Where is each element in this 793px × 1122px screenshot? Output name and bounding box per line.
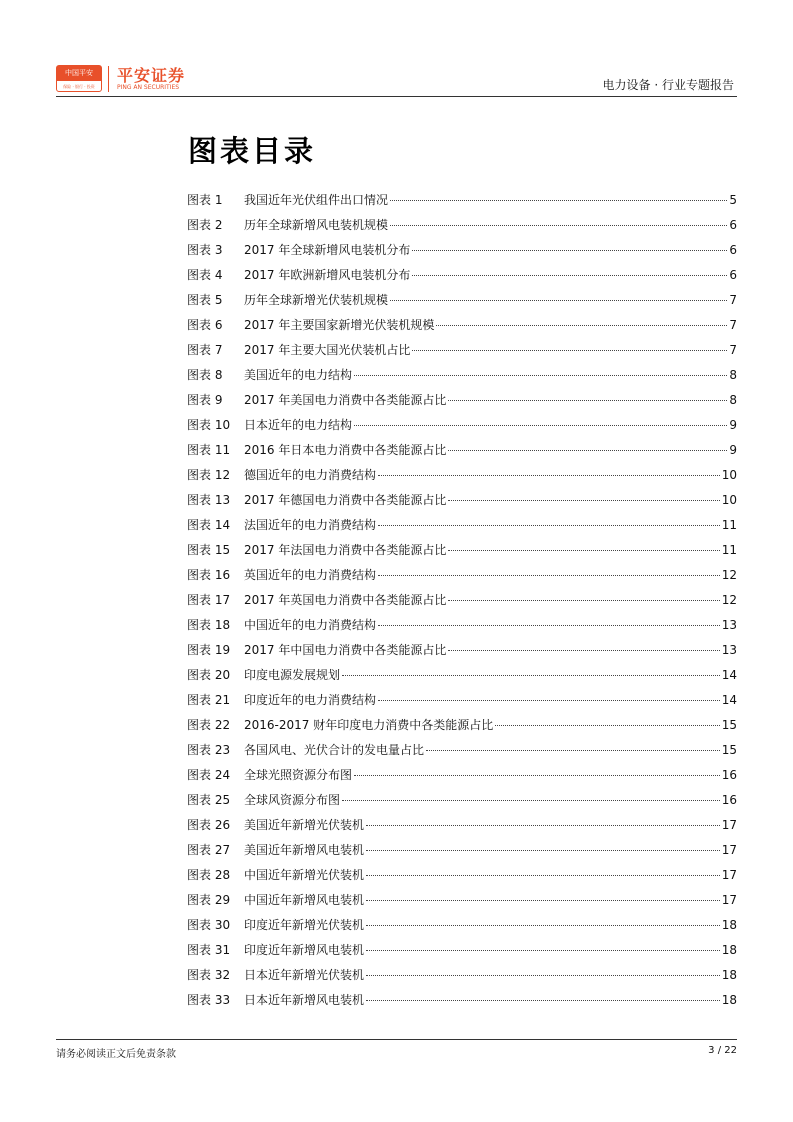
toc-entry-label: 图表 22 xyxy=(187,718,231,732)
toc-entry-text: 2017 年法国电力消费中各类能源占比 xyxy=(244,543,447,557)
toc-entry[interactable] xyxy=(187,288,737,313)
toc-entry-label: 图表 15 xyxy=(187,543,231,557)
toc-entry-page: 6 xyxy=(729,268,737,282)
toc-entry-label: 图表 19 xyxy=(187,643,231,657)
toc-entry[interactable] xyxy=(187,938,737,963)
report-type: 电力设备 · 行业专题报告 xyxy=(602,78,734,92)
toc-entry-label: 图表 13 xyxy=(187,493,231,507)
toc-entry-page: 16 xyxy=(721,793,737,807)
toc-entry[interactable] xyxy=(187,763,737,788)
toc-entry[interactable] xyxy=(187,513,737,538)
toc-entry-label: 图表 9 xyxy=(187,393,223,407)
toc-entry-page: 13 xyxy=(721,618,737,632)
toc-entry[interactable] xyxy=(187,188,737,213)
toc-entry[interactable] xyxy=(187,363,737,388)
toc-dot-leader xyxy=(448,450,727,451)
footer-rule xyxy=(56,1039,737,1040)
toc-entry-text: 2016-2017 财年印度电力消费中各类能源占比 xyxy=(244,718,494,732)
toc-entry-text: 2016 年日本电力消费中各类能源占比 xyxy=(244,443,447,457)
toc-dot-leader xyxy=(354,425,727,426)
toc-entry-page: 12 xyxy=(721,568,737,582)
toc-entry-text: 历年全球新增风电装机规模 xyxy=(244,218,389,232)
toc-entry-label: 图表 17 xyxy=(187,593,231,607)
toc-entry-text: 德国近年的电力消费结构 xyxy=(244,468,377,482)
toc-entry-label: 图表 25 xyxy=(187,793,231,807)
toc-entry-label: 图表 30 xyxy=(187,918,231,932)
toc-entry-label: 图表 28 xyxy=(187,868,231,882)
toc-dot-leader xyxy=(354,775,720,776)
toc-entry-page: 12 xyxy=(721,593,737,607)
toc-entry[interactable] xyxy=(187,388,737,413)
toc-dot-leader xyxy=(448,550,719,551)
toc-entry[interactable] xyxy=(187,963,737,988)
toc-entry-page: 14 xyxy=(721,693,737,707)
toc-dot-leader xyxy=(448,650,719,651)
toc-entry[interactable] xyxy=(187,313,737,338)
toc-dot-leader xyxy=(390,225,727,226)
toc-entry[interactable] xyxy=(187,413,737,438)
toc-entry[interactable] xyxy=(187,988,737,1013)
toc-entry[interactable] xyxy=(187,488,737,513)
toc-dot-leader xyxy=(412,350,727,351)
toc-entry-text: 各国风电、光伏合计的发电量占比 xyxy=(244,743,425,757)
toc-entry-label: 图表 21 xyxy=(187,693,231,707)
toc-entry-text: 中国近年新增光伏装机 xyxy=(244,868,365,882)
toc-entry-page: 9 xyxy=(729,443,737,457)
toc-entry-text: 2017 年德国电力消费中各类能源占比 xyxy=(244,493,447,507)
toc-entry-label: 图表 10 xyxy=(187,418,231,432)
toc-dot-leader xyxy=(378,625,720,626)
toc-entry-label: 图表 12 xyxy=(187,468,231,482)
toc-dot-leader xyxy=(378,575,720,576)
toc-entry-text: 法国近年的电力消费结构 xyxy=(244,518,377,532)
toc-list xyxy=(187,188,737,1013)
toc-entry[interactable] xyxy=(187,738,737,763)
toc-dot-leader xyxy=(448,400,727,401)
footer-disclaimer: 请务必阅读正文后免责条款 xyxy=(56,1049,176,1060)
toc-entry-page: 8 xyxy=(729,393,737,407)
toc-entry-page: 8 xyxy=(729,368,737,382)
toc-entry-label: 图表 18 xyxy=(187,618,231,632)
toc-entry-page: 18 xyxy=(721,968,737,982)
toc-entry-page: 6 xyxy=(729,218,737,232)
toc-dot-leader xyxy=(366,925,720,926)
toc-dot-leader xyxy=(378,525,720,526)
toc-entry-label: 图表 23 xyxy=(187,743,231,757)
toc-entry-page: 14 xyxy=(721,668,737,682)
toc-entry-label: 图表 2 xyxy=(187,218,223,232)
ping-an-group-logo-text: 中国平安 xyxy=(57,66,101,81)
toc-entry-text: 中国近年新增风电装机 xyxy=(244,893,365,907)
toc-entry[interactable] xyxy=(187,813,737,838)
toc-dot-leader xyxy=(366,825,720,826)
toc-dot-leader xyxy=(366,1000,720,1001)
toc-entry-label: 图表 16 xyxy=(187,568,231,582)
toc-entry-text: 2017 年主要大国光伏装机占比 xyxy=(244,343,411,357)
toc-entry[interactable] xyxy=(187,913,737,938)
toc-entry-page: 9 xyxy=(729,418,737,432)
toc-entry-text: 日本近年的电力结构 xyxy=(244,418,353,432)
toc-entry-label: 图表 31 xyxy=(187,943,231,957)
toc-dot-leader xyxy=(366,850,720,851)
toc-entry[interactable] xyxy=(187,538,737,563)
toc-entry-text: 印度近年新增光伏装机 xyxy=(244,918,365,932)
toc-entry-page: 17 xyxy=(721,843,737,857)
logo-divider xyxy=(108,66,109,92)
ping-an-group-logo xyxy=(56,65,102,92)
toc-dot-leader xyxy=(366,975,720,976)
toc-entry-text: 美国近年新增光伏装机 xyxy=(244,818,365,832)
toc-dot-leader xyxy=(448,600,719,601)
toc-entry[interactable] xyxy=(187,663,737,688)
toc-entry-page: 7 xyxy=(729,318,737,332)
toc-entry[interactable] xyxy=(187,688,737,713)
toc-entry-page: 13 xyxy=(721,643,737,657)
toc-dot-leader xyxy=(366,875,720,876)
toc-entry[interactable] xyxy=(187,638,737,663)
toc-entry[interactable] xyxy=(187,713,737,738)
toc-entry-text: 我国近年光伏组件出口情况 xyxy=(244,193,389,207)
toc-entry-text: 印度近年新增风电装机 xyxy=(244,943,365,957)
toc-dot-leader xyxy=(342,675,720,676)
ping-an-group-logo-subtext: 保险 · 银行 · 投资 xyxy=(63,84,95,89)
toc-entry-label: 图表 33 xyxy=(187,993,231,1007)
toc-entry-text: 中国近年的电力消费结构 xyxy=(244,618,377,632)
toc-entry-label: 图表 32 xyxy=(187,968,231,982)
toc-entry[interactable] xyxy=(187,863,737,888)
toc-dot-leader xyxy=(378,475,720,476)
toc-entry-page: 18 xyxy=(721,943,737,957)
toc-entry[interactable] xyxy=(187,338,737,363)
header-rule xyxy=(56,96,737,97)
footer-page-number: 3 / 22 xyxy=(708,1045,737,1056)
toc-dot-leader xyxy=(342,800,720,801)
toc-entry-text: 全球风资源分布图 xyxy=(244,793,341,807)
toc-entry-text: 2017 年中国电力消费中各类能源占比 xyxy=(244,643,447,657)
toc-entry-label: 图表 1 xyxy=(187,193,223,207)
toc-dot-leader xyxy=(412,275,727,276)
toc-entry-text: 美国近年新增风电装机 xyxy=(244,843,365,857)
toc-entry-text: 日本近年新增光伏装机 xyxy=(244,968,365,982)
toc-entry-page: 15 xyxy=(721,718,737,732)
toc-title: 图表目录 xyxy=(188,134,317,168)
toc-entry[interactable] xyxy=(187,463,737,488)
toc-entry[interactable] xyxy=(187,238,737,263)
toc-dot-leader xyxy=(412,250,727,251)
toc-entry-page: 17 xyxy=(721,868,737,882)
toc-dot-leader xyxy=(495,725,719,726)
toc-entry[interactable] xyxy=(187,263,737,288)
toc-entry-page: 10 xyxy=(721,493,737,507)
toc-entry[interactable] xyxy=(187,613,737,638)
toc-entry-page: 16 xyxy=(721,768,737,782)
toc-dot-leader xyxy=(390,300,727,301)
toc-entry-text: 日本近年新增风电装机 xyxy=(244,993,365,1007)
toc-entry-page: 5 xyxy=(729,193,737,207)
toc-entry-label: 图表 26 xyxy=(187,818,231,832)
toc-entry[interactable] xyxy=(187,838,737,863)
toc-entry-text: 印度近年的电力消费结构 xyxy=(244,693,377,707)
toc-entry-text: 2017 年美国电力消费中各类能源占比 xyxy=(244,393,447,407)
toc-entry[interactable] xyxy=(187,588,737,613)
toc-dot-leader xyxy=(436,325,727,326)
toc-entry-label: 图表 24 xyxy=(187,768,231,782)
toc-entry-label: 图表 29 xyxy=(187,893,231,907)
toc-entry-page: 7 xyxy=(729,293,737,307)
toc-entry-text: 英国近年的电力消费结构 xyxy=(244,568,377,582)
toc-entry[interactable] xyxy=(187,888,737,913)
toc-entry[interactable] xyxy=(187,788,737,813)
toc-dot-leader xyxy=(390,200,727,201)
toc-entry-page: 7 xyxy=(729,343,737,357)
toc-entry[interactable] xyxy=(187,213,737,238)
toc-dot-leader xyxy=(354,375,727,376)
page-header xyxy=(56,60,736,98)
toc-entry-text: 2017 年英国电力消费中各类能源占比 xyxy=(244,593,447,607)
toc-entry-text: 印度电源发展规划 xyxy=(244,668,341,682)
toc-entry-text: 美国近年的电力结构 xyxy=(244,368,353,382)
toc-entry-text: 2017 年全球新增风电装机分布 xyxy=(244,243,411,257)
toc-entry-page: 6 xyxy=(729,243,737,257)
toc-entry-page: 11 xyxy=(721,518,737,532)
toc-entry-label: 图表 27 xyxy=(187,843,231,857)
toc-entry-text: 历年全球新增光伏装机规模 xyxy=(244,293,389,307)
toc-entry-label: 图表 7 xyxy=(187,343,223,357)
toc-dot-leader xyxy=(426,750,720,751)
toc-entry-page: 17 xyxy=(721,893,737,907)
toc-entry-page: 10 xyxy=(721,468,737,482)
securities-logo-name: 平安证券 xyxy=(117,66,186,85)
toc-entry[interactable] xyxy=(187,563,737,588)
securities-logo-english: PING AN SECURITIES xyxy=(117,84,180,91)
toc-dot-leader xyxy=(378,700,720,701)
toc-entry-page: 11 xyxy=(721,543,737,557)
toc-entry-page: 18 xyxy=(721,918,737,932)
toc-entry-page: 18 xyxy=(721,993,737,1007)
toc-entry-label: 图表 5 xyxy=(187,293,223,307)
toc-entry-page: 17 xyxy=(721,818,737,832)
toc-entry-label: 图表 6 xyxy=(187,318,223,332)
toc-entry-text: 2017 年主要国家新增光伏装机规模 xyxy=(244,318,435,332)
toc-entry-text: 2017 年欧洲新增风电装机分布 xyxy=(244,268,411,282)
toc-dot-leader xyxy=(366,900,720,901)
toc-entry[interactable] xyxy=(187,438,737,463)
toc-entry-label: 图表 4 xyxy=(187,268,223,282)
toc-entry-label: 图表 3 xyxy=(187,243,223,257)
toc-entry-page: 15 xyxy=(721,743,737,757)
toc-entry-label: 图表 11 xyxy=(187,443,231,457)
toc-entry-label: 图表 8 xyxy=(187,368,223,382)
toc-entry-text: 全球光照资源分布图 xyxy=(244,768,353,782)
toc-entry-label: 图表 14 xyxy=(187,518,231,532)
toc-dot-leader xyxy=(366,950,720,951)
toc-entry-label: 图表 20 xyxy=(187,668,231,682)
toc-dot-leader xyxy=(448,500,719,501)
